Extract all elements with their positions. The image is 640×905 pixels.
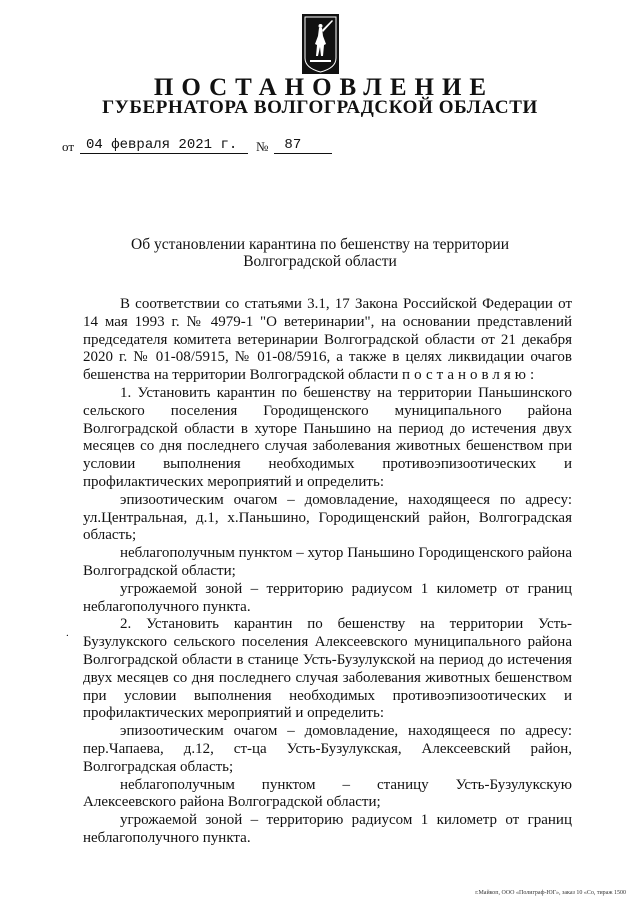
document-title: ПОСТАНОВЛЕНИЕ bbox=[153, 74, 495, 101]
dateline bbox=[62, 136, 332, 155]
item-1-threat-zone: угрожаемой зоной – территорию радиусом 1 километр от границ неблагополучного пункта. bbox=[83, 580, 572, 615]
print-imprint: г.Майкоп, ООО «Полиграф-ЮГ», заказ 10 «Со, тираж 1500 bbox=[475, 890, 626, 896]
motherland-statue-icon bbox=[302, 14, 339, 74]
item-1-unfavorable-point: неблагополучным пунктом – хутор Паньшино Городищенского района Волгоградской области; bbox=[83, 545, 572, 579]
margin-mark: . bbox=[66, 627, 69, 639]
document-subject bbox=[0, 236, 640, 270]
intro-keyword: постановляю: bbox=[402, 367, 539, 384]
item-2-unfavorable-point: неблагополучным пунктом – станицу Усть-Бузулукскую Алексеевского района Волгоградской области; bbox=[83, 776, 572, 811]
item-2-focus: эпизоотическим очагом – домовладение, находящееся по адресу: пер.Чапаева, д.12, ст-ца Усть-Бузулукская, Алексеевский район, Волгоградская область; bbox=[83, 723, 572, 775]
intro-paragraph bbox=[83, 296, 572, 385]
subject-line-1: Об установлении карантина по бешенству на территории bbox=[131, 236, 509, 253]
document-number: 87 bbox=[274, 137, 332, 154]
number-label: № bbox=[256, 139, 269, 154]
item-2-threat-zone: угрожаемой зоной – территорию радиусом 1 километр от границ неблагополучного пункта. bbox=[83, 812, 572, 846]
item-1-focus: эпизоотическим очагом – домовладение, находящееся по адресу: ул.Центральная, д.1, х.Паньшино, Городищенский район, Волгоградская область; bbox=[83, 491, 572, 544]
document-subtitle: ГУБЕРНАТОРА ВОЛГОГРАДСКОЙ ОБЛАСТИ bbox=[102, 97, 538, 118]
item-1: 1. Установить карантин по бешенству на территории Паньшинского сельского поселения Городищенского муниципального района Волгоградской области в хуторе Паньшино на период до истечения двух месяцев со дня последнего случая заболевания животных бешенством при условии выполнения необходимых противоэпизоотических и профилактических мероприятий и определить: bbox=[83, 384, 572, 490]
document-date: 04 февраля 2021 г. bbox=[80, 137, 248, 154]
date-label: от bbox=[62, 139, 75, 154]
intro-text: В соответствии со статьями 3.1, 17 Закона Российской Федерации от 14 мая 1993 г. № 4979-1 "О ветеринарии", на основании представлений председателя комитета ветеринарии Волгоградской области от 21 декабря 2020 г. № 01-08/5915, № 01-08/5916, а также в целях ликвидации очагов бешенства на территории Волгоградской области bbox=[83, 296, 572, 384]
item-2: 2. Установить карантин по бешенству на территории Усть-Бузулукского сельского поселения Алексеевского муниципального района Волгоградской области в станице Усть-Бузулукской на период до истечения двух месяцев со дня последнего случая заболевания животных бешенством при условии выполнения необходимых противоэпизоотических и профилактических мероприятий и определить: bbox=[83, 616, 572, 722]
document-body bbox=[83, 296, 572, 848]
subject-line-2: Волгоградской области bbox=[243, 253, 397, 270]
coat-of-arms-emblem bbox=[302, 14, 339, 74]
